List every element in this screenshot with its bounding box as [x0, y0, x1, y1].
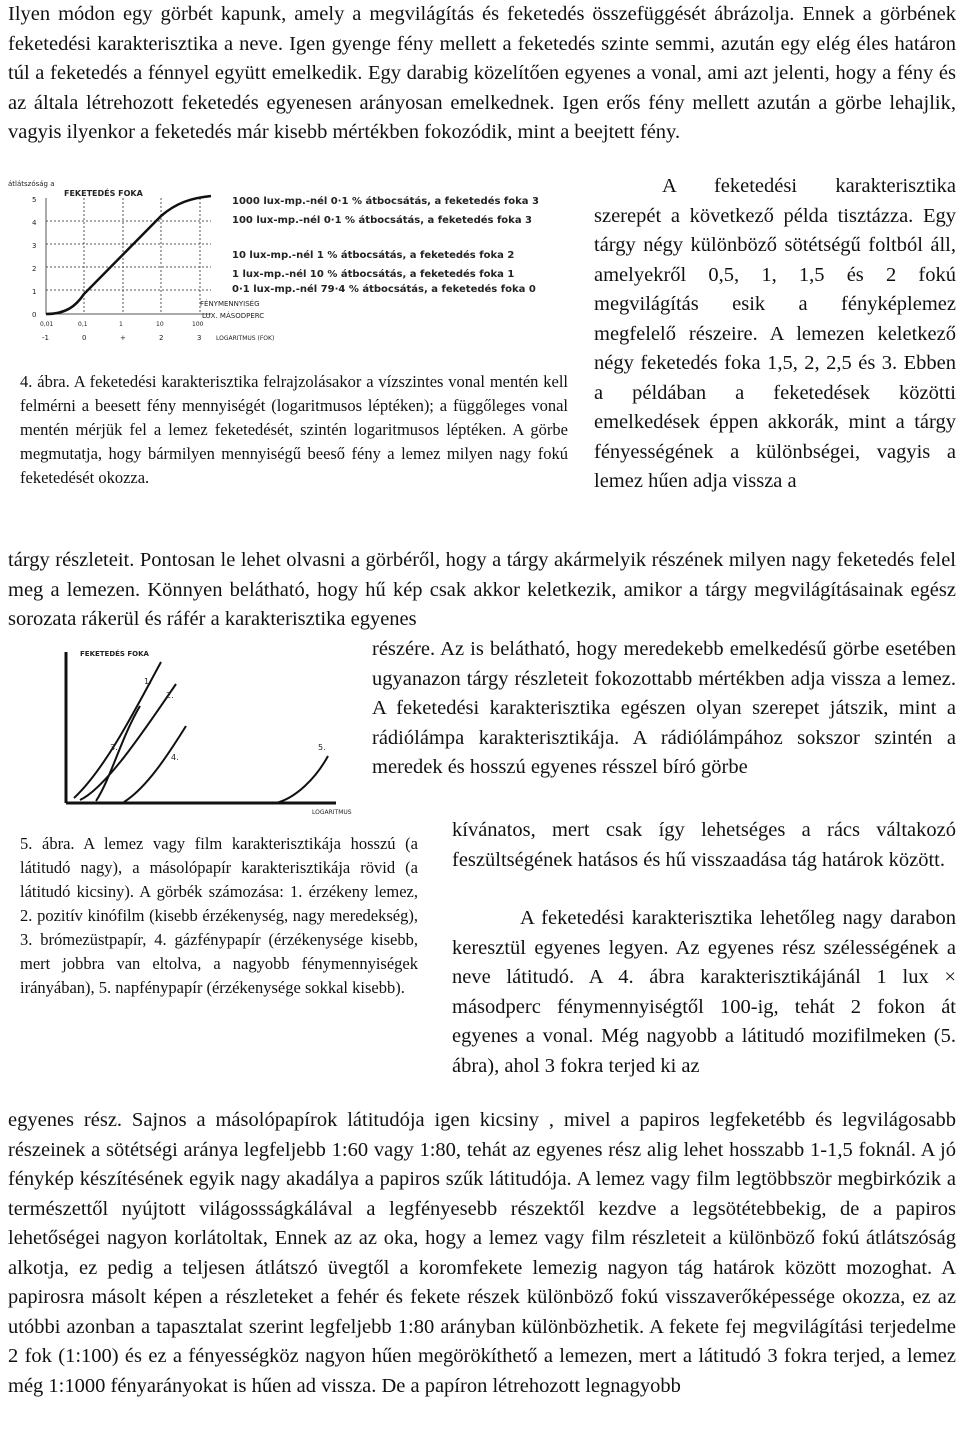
- figure-4-chart: [6, 178, 586, 358]
- fig4-ytick: 2: [32, 265, 37, 273]
- fig4-xtick: 10: [156, 321, 164, 328]
- fig4-ytick: 1: [32, 288, 37, 296]
- fig5-curve-5: [276, 756, 328, 803]
- fig5-curve-2: [80, 684, 176, 800]
- example-paragraph-side: A feketedési karakterisztika szerepét a következő példa tisztázza. Egy tárgy négy különböző sötétségű foltból áll, amelyekről 0,5, 1, 1,5 és 2 fokú megvilágítás esik a fényképlemez megfelelő részeire. A lemezen keletkező négy feketedés foka 1,5, 2, 2,5 és 3. Ebben a példában a feketedések közötti emelkedések éppen akkorák, mint a tárgy fényességének a különbségei, vagyis a lemez hűen adja vissza a: [594, 175, 956, 492]
- figure-5-chart: [36, 648, 356, 818]
- fig5-curve-3: [96, 706, 140, 801]
- fig5-curve-label: 4.: [171, 753, 179, 762]
- fig4-note: 1000 lux-mp.-nél 0·1 % átbocsátás, a feketedés foka 3: [232, 196, 539, 207]
- fig4-xtick-log: 0: [82, 334, 87, 342]
- fig4-xlabel-1: FÉNYMENNYISÉG: [200, 300, 260, 308]
- fig4-note: 10 lux-mp.-nél 1 % átbocsátás, a feketedés foka 2: [232, 250, 515, 261]
- fig4-xtick: 0,01: [40, 321, 54, 328]
- fig4-ylabel-small: átlátszóság a: [8, 180, 55, 188]
- final-paragraph: egyenes rész. Sajnos a másolópapírok látitudója igen kicsiny , mivel a papiros legfeketébb és legvilágosabb részeinek a sötétségi aránya legfeljebb 1:60 vagy 1:80, tehát az egyenes rész alig lehet hosszabb 1-1,5 foknál. A jó fénykép készítésének egyik nagy akadálya a papiros szűk látitudója. A lemez vagy film legtöbbször megbirkózik a természettől nyújtott világossságkálával a legfényesebb részektől kezdve a legsötétebbekig, de a papiros lehetőségei nagyon korlátoltak, Ennek az az oka, hogy a lemez vagy film részleteit a különböző fokú átlátszóság alkotja, ez pedig a teljesen átlátszó üvegtől a koromfekete lemezig nagyon tág határok között mozoghat. A papirosra másolt képen a részleteket a fehér és fekete részek különböző fokú visszaverőképessége okozza, ez az utóbbi azonban a tapasztalat szerint legfeljebb 1:80 arányban különbözhetik. A fekete fej megvilágítási terjedelme 2 fok (1:100) és ez a fényességköz nagyon hűen megörökíthető a lemezen, mert a látitudó 3 fokra terjed, a lemez még 1:1000 fényarányokat is hűen ad vissza. De a papíron létrehozott legnagyobb: [8, 1109, 956, 1397]
- latitude-paragraph-side: A feketedési karakterisztika lehetőleg nagy darabon keresztül egyenes legyen. Az egyenes rész szélességének a neve látitudó. A 4. ábra karakterisztikájánál 1 lux × másodperc fénymennyiségtől 100-ig, tehát 2 fokon át egyenes a vonal. Még nagyobb a látitudó mozifilmeken (5. ábra), ahol 3 fokra terjed ki az: [452, 907, 956, 1077]
- mid-paragraph-side-2: kívánatos, mert csak így lehetséges a rács váltakozó feszültségének hatásos és hű visszaadása tág határok között.: [452, 819, 956, 871]
- fig4-xtick-log: -1: [42, 334, 49, 342]
- mid-paragraph-side: részére. Az is belátható, hogy meredekebb emelkedésű görbe esetében ugyanazon tárgy részleteit fokozottabb mértékben adja vissza a lemez. A feketedési karakterisztika egészen olyan szerepet játszik, mint a rádiólámpa karakterisztikája. A rádiólámpához sokszor szintén a meredek és hosszú egyenes résszel bíró görbe: [372, 638, 956, 778]
- fig4-ytick: 0: [32, 311, 37, 319]
- fig5-ylabel: FEKETEDÉS FOKA: [80, 650, 149, 658]
- example-paragraph-continued: tárgy részleteit. Pontosan le lehet olvasni a görbéről, hogy a tárgy akármelyik részének milyen nagy feketedés felel meg a lemezen. Könnyen belátható, hogy hű kép csak akkor keletkezik, amikor a tárgy megvilágításainak egész sorozata rákerül és ráfér a karakterisztika egyenes: [8, 549, 956, 630]
- fig5-curve-label: 2.: [166, 691, 174, 700]
- fig4-xtick: 0,1: [78, 321, 88, 328]
- fig4-ytick: 4: [32, 219, 37, 227]
- fig4-curve: [46, 196, 211, 314]
- fig4-xlabel-3: LOGARITMUS (FOK): [216, 335, 275, 342]
- fig4-note: 100 lux-mp.-nél 0·1 % átbocsátás, a feketedés foka 3: [232, 215, 533, 226]
- fig4-note: 1 lux-mp.-nél 10 % átbocsátás, a feketedés foka 1: [232, 269, 515, 280]
- intro-paragraph: Ilyen módon egy görbét kapunk, amely a megvilágítás és feketedés összefüggését ábrázolja. Ennek a görbének feketedési karakterisztika a neve. Igen gyenge fény mellett a feketedés szinte semmi, azután egy elég éles határon túl a feketedés a fénnyel együtt emelkedik. Egy darabig közelítően egyenes a vonal, ami azt jelenti, hogy a fény és az általa létrehozott feketedés egyenesen arányosan emelkednek. Igen erős fény mellett azután a görbe lehajlik, vagyis ilyenkor a feketedés már kisebb mértékben fokozódik, mint a beejtett fény.: [8, 3, 956, 143]
- fig4-xlabel-2: LUX. MÁSODPERC: [202, 312, 265, 320]
- fig4-ytick: 5: [32, 196, 37, 204]
- fig4-ylabel: FEKETEDÉS FOKA: [64, 189, 143, 198]
- fig4-xtick-log: 2: [159, 334, 164, 342]
- fig5-curve-4: [124, 726, 186, 802]
- figure-4-caption: 4. ábra. A feketedési karakterisztika felrajzolásakor a vízszintes vonal mentén kell felmérni a beesett fény mennyiségét (logaritmusos léptéken); a függőleges vonal mentén mérjük fel a lemez feketedését, szintén logaritmusos léptéken. A görbe megmutatja, hogy bármilyen mennyiségű beeső fény a lemez milyen nagy fokú feketedését okozza.: [20, 372, 568, 487]
- fig5-xlabel: LOGARITMUS: [312, 809, 352, 816]
- figure-5-caption: 5. ábra. A lemez vagy film karakterisztikája hosszú (a látitudó nagy), a másolópapír karakterisztikája rövid (a látitudó kicsiny). A görbék számozása: 1. érzékeny lemez, 2. pozitív kinófilm (kisebb érzékenység, nagy meredekség), 3. brómezüstpapír, 4. gázfénypapír (érzékenysége kisebb, mert jobbra van eltolva, a nagyobb fénymennyiségek irányában), 5. napfénypapír (érzékenysége sokkal kisebb).: [20, 834, 418, 997]
- fig4-xtick-log: +: [120, 334, 126, 342]
- fig5-curve-label: 1.: [144, 677, 152, 686]
- fig4-xtick-log: 3: [197, 334, 202, 342]
- fig5-curve-label: 5.: [318, 743, 326, 752]
- fig4-note: 0·1 lux-mp.-nél 79·4 % átbocsátás, a feketedés foka 0: [232, 284, 536, 295]
- fig4-xtick: 1: [119, 321, 123, 328]
- fig4-ytick: 3: [32, 242, 37, 250]
- fig4-xtick: 100: [192, 321, 204, 328]
- fig5-curve-label: 3.: [110, 743, 118, 752]
